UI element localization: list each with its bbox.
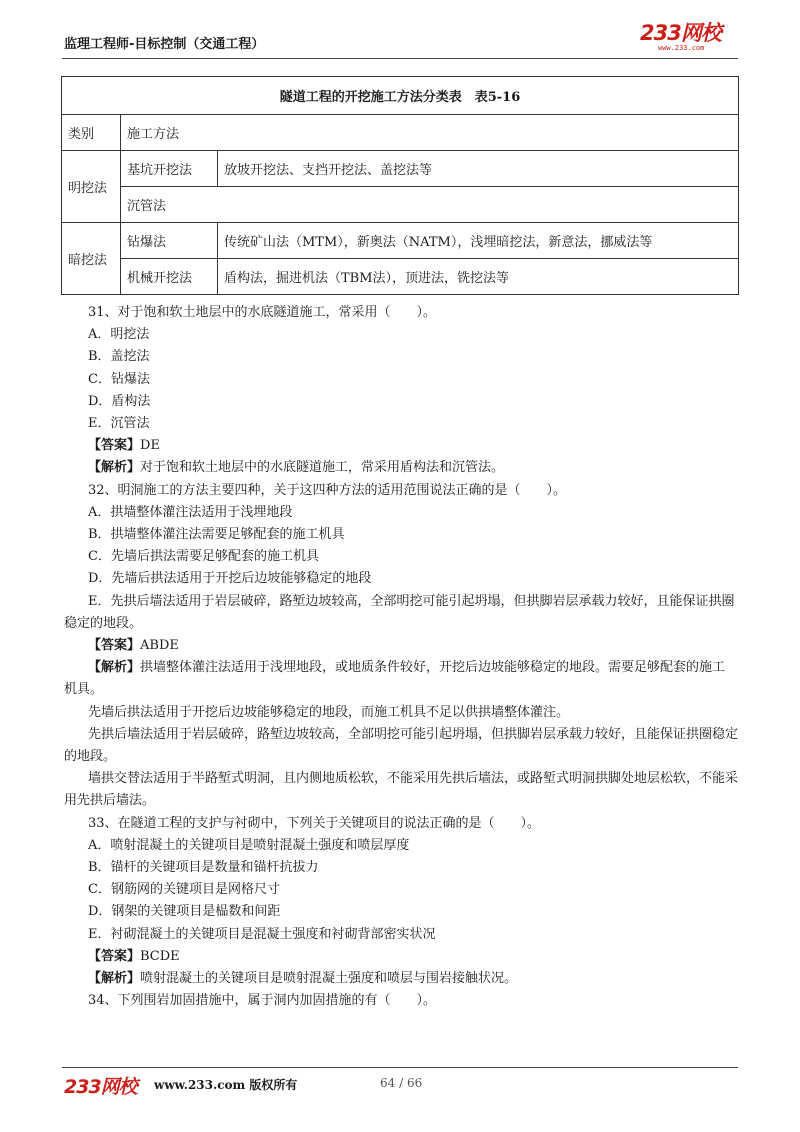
option-d: D．钢架的关键项目是榀数和间距 xyxy=(88,904,281,920)
header-divider xyxy=(62,58,738,59)
analysis-tag: 【解析】 xyxy=(88,460,141,476)
logo-url: www.233.com xyxy=(658,44,705,52)
table-row xyxy=(62,223,739,259)
question-content xyxy=(64,302,738,1013)
option-c: C．钻爆法 xyxy=(88,371,150,387)
footer-copyright: www.233.com 版权所有 xyxy=(154,1078,298,1092)
analysis-paragraph: 先墙后拱法适用于开挖后边坡能够稳定的地段，而施工机具不足以供拱墙整体灌注。 xyxy=(88,704,570,720)
analysis-paragraph: 墙拱交替法适用于半路堑式明洞，且内侧地质松软，不能采用先拱后墙法，或路堑式明洞拱脚处地层松软，不能采用先拱后墙法。 xyxy=(64,771,739,809)
method-name: 钻爆法 xyxy=(121,223,218,259)
answer-tag: 【答案】 xyxy=(88,948,141,964)
table-row xyxy=(62,151,739,187)
option-d: D．先墙后拱法适用于开挖后边坡能够稳定的地段 xyxy=(88,571,372,587)
table-caption-row xyxy=(62,77,739,115)
question-stem: 31、对于饱和软土地层中的水底隧道施工，常采用（ ）。 xyxy=(88,305,437,320)
method-detail: 放坡开挖法、支挡开挖法、盖挖法等 xyxy=(218,151,739,187)
answer-value: BCDE xyxy=(140,948,180,964)
analysis-line xyxy=(64,657,738,701)
analysis-line xyxy=(64,968,738,990)
table-caption: 隧道工程的开挖施工方法分类表 表5-16 xyxy=(62,77,739,115)
answer-line xyxy=(64,946,738,968)
option-e: E．沉管法 xyxy=(88,416,150,432)
method-detail: 盾构法，掘进机法（TBM法），顶进法，铣挖法等 xyxy=(218,259,739,295)
excavation-methods-table xyxy=(61,76,739,295)
option-c: C．先墙后拱法需要足够配套的施工机具 xyxy=(88,549,319,565)
footer-logo[interactable]: 233网校 xyxy=(64,1076,137,1098)
answer-tag: 【答案】 xyxy=(88,638,141,654)
answer-line xyxy=(64,435,738,457)
option-c: C．钢筋网的关键项目是网格尺寸 xyxy=(88,882,280,898)
method-name: 基坑开挖法 xyxy=(121,151,218,187)
analysis-paragraph: 先拱后墙法适用于岩层破碎，路堑边坡较高，全部明挖可能引起坍塌，但拱脚岩层承载力较好，且能保证拱圈稳定的地段。 xyxy=(64,726,739,765)
category-underground: 暗挖法 xyxy=(62,223,121,295)
option-e: E．衬砌混凝土的关键项目是混凝土强度和衬砌背部密实状况 xyxy=(88,926,436,942)
header-method: 施工方法 xyxy=(121,115,739,151)
table-row xyxy=(62,259,739,295)
analysis-line xyxy=(64,457,738,479)
option-a: A．明挖法 xyxy=(88,327,150,343)
brand-logo[interactable] xyxy=(640,22,740,56)
analysis-tag: 【解析】 xyxy=(88,660,141,676)
analysis-text: 对于饱和软土地层中的水底隧道施工，常采用盾构法和沉管法。 xyxy=(140,460,505,476)
method-detail: 传统矿山法（MTM），新奥法（NATM），浅埋暗挖法，新意法，挪威法等 xyxy=(218,223,739,259)
option-e: E．先拱后墙法适用于岩层破碎，路堑边坡较高，全部明挖可能引起坍塌，但拱脚岩层承载力较好，且能保证拱圈稳定的地段。 xyxy=(64,593,735,631)
option-d: D．盾构法 xyxy=(88,393,151,409)
document-header-title: 监理工程师-目标控制（交通工程） xyxy=(64,37,265,52)
category-open-cut: 明挖法 xyxy=(62,151,121,223)
option-b: B．锚杆的关键项目是数量和锚杆抗拔力 xyxy=(88,860,319,876)
page-number: 64 / 66 xyxy=(380,1076,423,1090)
question-stem: 32、明洞施工的方法主要四种，关于这四种方法的适用范围说法正确的是（ ）。 xyxy=(88,482,567,498)
logo-wordmark: 233网校 xyxy=(640,21,721,45)
option-b: B．盖挖法 xyxy=(88,349,150,365)
option-a: A．喷射混凝土的关键项目是喷射混凝土强度和喷层厚度 xyxy=(88,837,410,853)
method-name: 机械开挖法 xyxy=(121,259,218,295)
analysis-text: 喷射混凝土的关键项目是喷射混凝土强度和喷层与围岩接触状况。 xyxy=(140,971,518,987)
option-a: A．拱墙整体灌注法适用于浅埋地段 xyxy=(88,504,293,520)
answer-line xyxy=(64,635,738,657)
question-stem: 33、在隧道工程的支护与衬砌中，下列关于关键项目的说法正确的是（ ）。 xyxy=(88,815,541,831)
option-b: B．拱墙整体灌注法需要足够配套的施工机具 xyxy=(88,527,345,543)
analysis-tag: 【解析】 xyxy=(88,971,141,987)
table-row xyxy=(62,187,739,223)
answer-value: ABDE xyxy=(140,638,179,654)
analysis-text: 拱墙整体灌注法适用于浅埋地段，或地质条件较好，开挖后边坡能够稳定的地段。需要足够配套的施工机具。 xyxy=(64,660,726,698)
question-stem: 34、下列围岩加固措施中，属于洞内加固措施的有（ ）。 xyxy=(88,993,437,1009)
header-category: 类别 xyxy=(62,115,121,151)
footer-divider xyxy=(62,1067,738,1068)
method-name: 沉管法 xyxy=(121,187,739,223)
answer-tag: 【答案】 xyxy=(88,438,141,454)
answer-value: DE xyxy=(140,438,160,454)
table-header-row xyxy=(62,115,739,151)
